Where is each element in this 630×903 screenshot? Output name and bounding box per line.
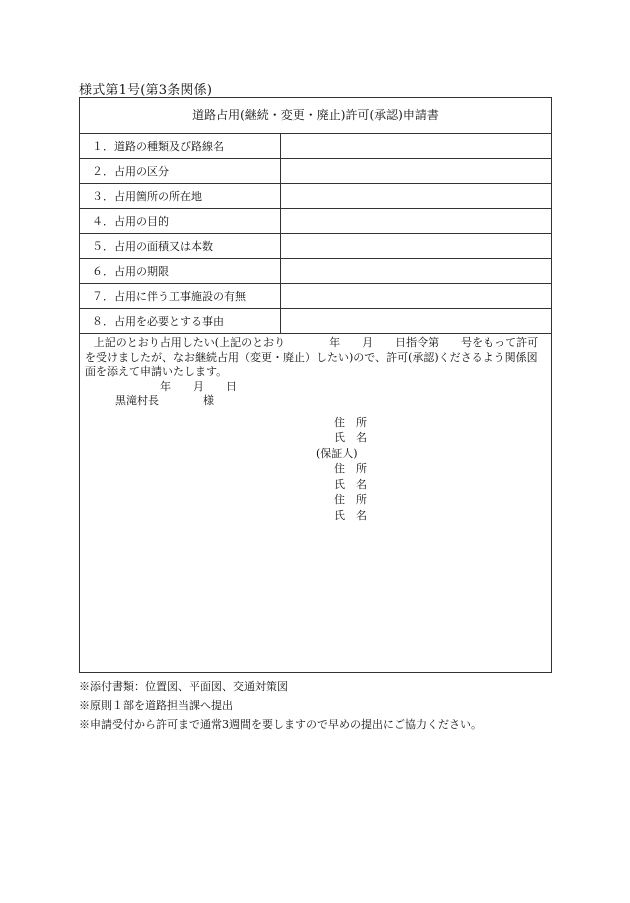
item-value-field[interactable] [281,209,552,234]
applicant-address-label: 住 所 [334,415,367,429]
application-form [79,97,552,673]
notes-section [79,677,482,734]
note-submission: ※原則１部を道路担当課へ提出 [79,699,233,712]
note-attachments: ※添付書類：位置図、平面図、交通対策図 [79,680,288,693]
item-row-area-or-count [80,234,551,259]
item-value-field[interactable] [281,134,552,159]
item-value-field[interactable] [281,284,552,309]
note-processing-time: ※申請受付から許可まで通常3週間を要しますので早めの提出にご協力ください。 [79,718,482,731]
item-row-construction [80,284,551,309]
form-number: 様式第1号(第3条関係) [79,83,213,98]
item-row-location [80,184,551,209]
applicant-name-label: 氏 名 [334,431,367,444]
statement-section [80,334,551,523]
items-table [80,134,551,334]
guarantor-name-label: 氏 名 [334,477,367,491]
date-line: 年 月 日 [160,379,237,393]
item-label: ３．占用箇所の所在地 [80,184,281,209]
item-value-field[interactable] [281,309,552,334]
item-label: ７．占用に伴う工事施設の有無 [80,284,281,309]
addressee: 黒滝村長 様 [115,394,214,407]
item-row-occupancy-category [80,159,551,184]
item-label: ２．占用の区分 [80,159,281,184]
item-label: ５．占用の面積又は本数 [80,234,281,259]
item-label: ８．占用を必要とする事由 [80,309,281,334]
item-label: ４．占用の目的 [80,209,281,234]
item-value-field[interactable] [281,184,552,209]
item-value-field[interactable] [281,159,552,184]
guarantor2-name-label: 氏 名 [334,508,367,522]
guarantor2-address-label: 住 所 [334,493,367,506]
guarantor-label: (保証人) [316,446,358,460]
item-label: １．道路の種類及び路線名 [80,134,281,159]
applicant-block [85,415,546,524]
statement-text: 上記のとおり占用したい(上記のとおり 年 月 日指令第 号をもって許可を受けましたが、なお継続占用（変更・廃止）したい)ので、許可(承認)くださるよう関係図面を添えて申請いたします。 [85,336,539,378]
item-label: ６．占用の期限 [80,259,281,284]
form-title: 道路占用(継続・変更・廃止)許可(承認)申請書 [80,98,551,134]
item-row-road-type [80,134,551,159]
item-row-period [80,259,551,284]
item-row-reason [80,309,551,334]
guarantor-address-label: 住 所 [334,462,367,475]
item-value-field[interactable] [281,234,552,259]
item-value-field[interactable] [281,259,552,284]
item-row-purpose [80,209,551,234]
